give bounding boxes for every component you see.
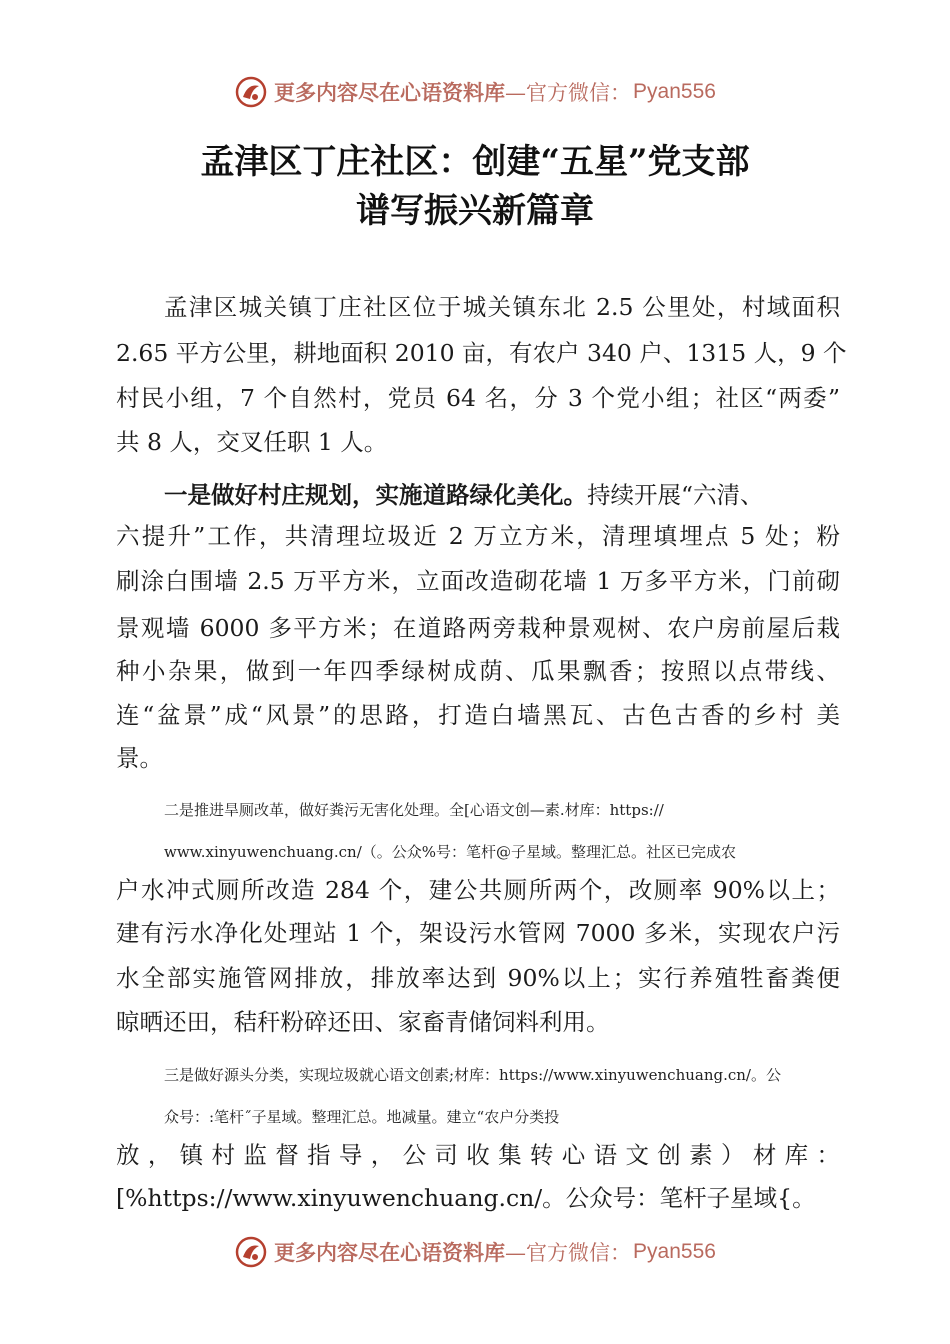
- para2-first-line: [164, 480, 840, 510]
- header-banner: [0, 72, 950, 112]
- banner-wechat-id: Pyan556: [633, 1240, 716, 1263]
- para3-line: 户水冲式厕所改造 284 个，建公共厕所两个，改厕率 90%以上；: [116, 876, 840, 904]
- page-title-line2: 谱写振兴新篇章: [356, 191, 594, 231]
- para1-line: 共 8 人，交叉任职 1 人。: [116, 428, 388, 456]
- para4-line: 放，镇村监督指导，公司收集转心语文创素）材库：: [116, 1141, 840, 1169]
- banner-wechat-id: Pyan556: [633, 80, 716, 103]
- para1-line: 村民小组，7 个自然村，党员 64 名，分 3 个党小组；社区“两委”: [116, 384, 840, 412]
- banner-subtext: —官方微信：: [505, 1241, 632, 1265]
- seal-logo-icon: [234, 75, 268, 109]
- para4-small-line: 三是做好源头分类，实现垃圾就心语文创素;材库：https://www.xinyuwenchuang.cn/。公: [164, 1066, 781, 1084]
- page-title-line1: 孟津区丁庄社区：创建“五星”党支部: [200, 142, 750, 182]
- banner-text: 更多内容尽在心语资料库: [274, 80, 506, 105]
- banner-text: 更多内容尽在心语资料库: [274, 1240, 506, 1265]
- para1-line: 2.65 平方公里，耕地面积 2010 亩，有农户 340 户、1315 人，9 个: [116, 339, 847, 367]
- seal-logo-icon: [234, 1235, 268, 1269]
- para2-line: 六提升”工作，共清理垃圾近 2 万立方米，清理填埋点 5 处；粉: [116, 522, 840, 550]
- para2-line: 景观墙 6000 多平方米；在道路两旁栽种景观树、农户房前屋后栽: [116, 614, 840, 642]
- para3-line: 水全部实施管网排放，排放率达到 90%以上；实行养殖牲畜粪便: [116, 964, 840, 992]
- para3-small-line: 二是推进旱厕改革，做好粪污无害化处理。全[心语文创—素.材库：https://: [164, 801, 664, 819]
- para4-line: [%https://www.xinyuwenchuang.cn/。公众号：笔杆子星域{。: [116, 1184, 816, 1212]
- para2-line: 景。: [116, 744, 163, 772]
- para4-small-line: 众号：:笔杆˝子星域。整理汇总。地减量。建立“农户分类投: [164, 1108, 560, 1126]
- banner-subtext: —官方微信：: [505, 81, 632, 105]
- para2-line: 种小杂果，做到一年四季绿树成荫、瓜果飘香；按照以点带线、: [116, 657, 840, 685]
- para2-line: 连“盆景”成“风景”的思路，打造白墙黑瓦、古色古香的乡村 美: [116, 701, 840, 729]
- footer-banner: [0, 1232, 950, 1272]
- para2-first-rest: 持续开展“六清、: [587, 481, 764, 509]
- para2-line: 刷涂白围墙 2.5 万平方米，立面改造砌花墙 1 万多平方米，门前砌: [116, 567, 840, 595]
- para3-line: 晾晒还田，秸秆粉碎还田、家畜青储饲料利用。: [116, 1008, 610, 1036]
- para1-line: 孟津区城关镇丁庄社区位于城关镇东北 2.5 公里处，村域面积: [164, 293, 840, 321]
- para3-small-line: www.xinyuwenchuang.cn/（。公众%号：笔杆@子星域。整理汇总。社区已完成农: [164, 843, 737, 861]
- para2-lead: 一是做好村庄规划，实施道路绿化美化。: [164, 481, 587, 509]
- para3-line: 建有污水净化处理站 1 个，架设污水管网 7000 多米，实现农户污: [116, 919, 840, 947]
